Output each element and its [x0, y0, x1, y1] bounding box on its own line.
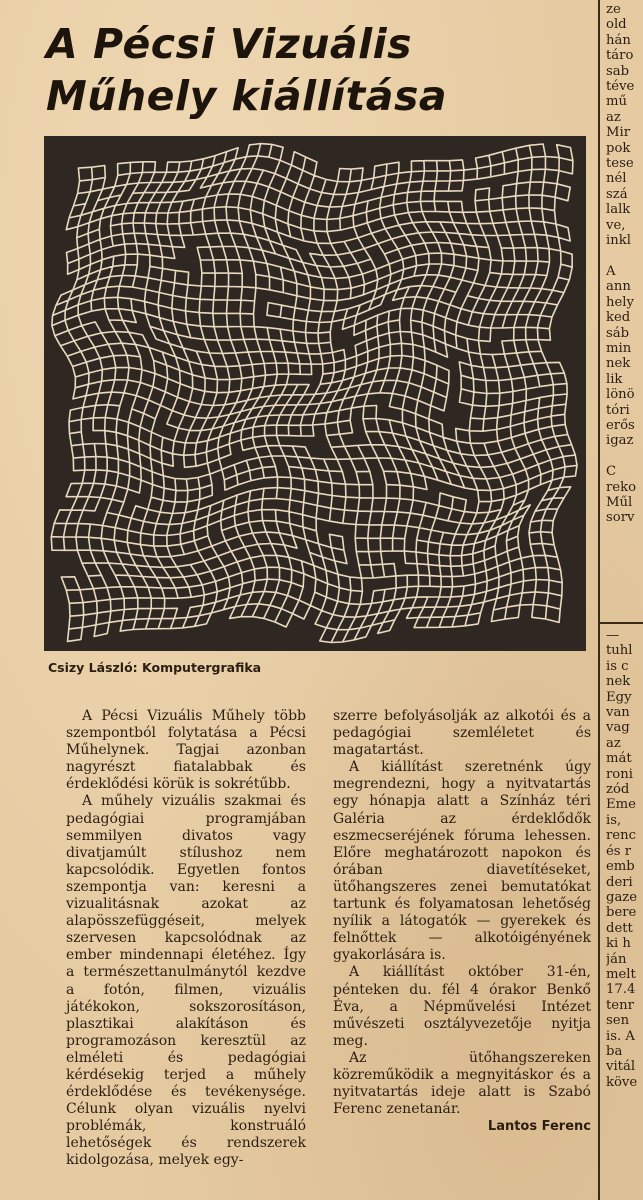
fragment-line: sab: [606, 63, 630, 79]
fragment-line: vag: [606, 720, 630, 736]
fragment-line: ba: [606, 1043, 623, 1059]
article-paragraph: A kiállítást szeretnénk úgy megrendezni, hogy a nyitvatartás egy hónapja alatt a Színház téri Galéria az érdeklődők eszmecseréjének fóruma lehessen. Előre meghatározott napokon és órában diavetítéseket, ütőhangszeres zenei bemutatókat tartunk és folyamatosan lehetőség nyílik a látogatók — gyerekek és felnőttek — alkotóigényének gyakorlására is.: [333, 759, 591, 964]
fragment-line: hely: [606, 294, 634, 310]
fragment-line: A: [606, 263, 616, 279]
fragment-line: tese: [606, 156, 634, 172]
fragment-line: Egy: [606, 689, 632, 705]
fragment-line: lönö: [606, 387, 635, 403]
article-paragraph: szerre befolyásolják az alkotói és a pedagógiai szemléletet és magatartást.: [333, 708, 591, 759]
fragment-line: [606, 249, 643, 264]
fragment-line: is,: [606, 812, 622, 828]
fragment-line: reko: [606, 479, 637, 495]
fragment-line: Mir: [606, 125, 631, 141]
fragment-line: köve: [606, 1074, 638, 1090]
fragment-line: dett: [606, 920, 633, 936]
fragment-line: lik: [606, 371, 623, 387]
fragment-line: deri: [606, 874, 633, 890]
fragment-line: ked: [606, 310, 631, 326]
headline-line-2: Műhely kiállítása: [46, 72, 448, 120]
fragment-line: ve,: [606, 217, 626, 233]
fragment-line: sáb: [606, 325, 630, 341]
adjacent-article-fragment-top: [606, 2, 643, 526]
fragment-line: erős: [606, 417, 635, 433]
fragment-line: van: [606, 705, 630, 721]
fragment-line: nek: [606, 356, 631, 372]
fragment-line: sorv: [606, 510, 635, 526]
fragment-line: szá: [606, 186, 628, 202]
fragment-line: melt: [606, 966, 636, 982]
fragment-line: min: [606, 340, 632, 356]
fragment-line: vitál: [606, 1059, 636, 1075]
fragment-line: —: [606, 628, 620, 643]
fragment-line: 17.4: [606, 982, 636, 998]
fragment-line: pok: [606, 140, 631, 156]
fragment-line: is c: [606, 658, 629, 674]
article-paragraph: A műhely vizuális szakmai és pedagógiai programjában semmilyen divatos vagy divatjamúlt stílushoz nem kapcsolódik. Egyetlen fontos szempontja van: keresni a vizualitásnak azokat az alapösszefüggéseit, melyek szervesen kapcsolódnak az ember mindennapi életéhez. Így a természettanulmánytól kezdve a fotón, filmen, vizuális játékokon, sokszorosításon, plasztikai alakításon és programozáson keresztül az elméleti és pedagógiai kérdésekig terjed a műhely érdeklődése és tevékenysége. Célunk olyan vizuális nyelvi problémák, konstruáló lehetőségek és rendszerek kidolgozása, melyek egy-: [66, 793, 306, 1169]
headline-line-1: A Pécsi Vizuális: [46, 20, 413, 68]
fragment-line: Eme: [606, 797, 636, 813]
column-divider: [598, 0, 600, 1200]
fragment-line: és r: [606, 843, 632, 859]
fragment-line: nek: [606, 674, 631, 690]
fragment-line: emb: [606, 859, 635, 875]
fragment-line: [606, 449, 643, 464]
fragment-line: gaze: [606, 889, 638, 905]
fragment-line: igaz: [606, 433, 634, 449]
fragment-line: Műl: [606, 495, 633, 510]
fragment-line: mát: [606, 751, 632, 767]
article-headline: [46, 18, 516, 122]
adjacent-article-fragment-bottom: [606, 628, 643, 1090]
section-divider: [600, 622, 643, 624]
fragment-line: lalk: [606, 202, 631, 218]
fragment-line: hán: [606, 32, 631, 48]
fragment-line: mű: [606, 94, 627, 110]
computer-graphic-illustration: [44, 136, 586, 651]
fragment-line: C: [606, 464, 617, 480]
warped-square-cells: [51, 144, 577, 643]
fragment-line: az: [606, 735, 621, 751]
fragment-line: roni: [606, 766, 633, 782]
article-paragraph: A Pécsi Vizuális Műhely több szempontból folytatása a Pécsi Műhelynek. Tagjai azonban nagyrészt fiatalabbak és érdeklődési körük is sokrétűbb.: [66, 708, 306, 793]
fragment-line: bere: [606, 905, 637, 921]
fragment-line: is. A: [606, 1028, 635, 1044]
author-signature: Lantos Ferenc: [487, 1119, 591, 1135]
fragment-line: nél: [606, 171, 627, 187]
fragment-line: tenr: [606, 997, 634, 1013]
fragment-line: renc: [606, 828, 636, 844]
figure-caption: Csizy László: Komputergrafika: [48, 660, 262, 675]
fragment-line: zód: [606, 782, 630, 798]
article-column-middle: [333, 708, 591, 1135]
article-paragraph: Az ütőhangszereken közreműködik a megnyitáskor és a nyitvatartás ideje alatt is Szabó Ferenc zenetanár.: [333, 1049, 591, 1118]
fragment-line: ze: [606, 2, 621, 17]
article-paragraph: A kiállítást október 31-én, pénteken du. fél 4 órakor Benkő Éva, a Népművelési Intézet művészeti osztályvezetője nyitja meg.: [333, 964, 591, 1049]
fragment-line: ján: [606, 951, 627, 967]
distorted-grid-artwork: [44, 136, 586, 651]
fragment-line: tóri: [606, 402, 630, 418]
fragment-line: téve: [606, 79, 635, 95]
fragment-line: inkl: [606, 233, 631, 249]
fragment-line: ki h: [606, 936, 631, 952]
fragment-line: ann: [606, 279, 631, 295]
fragment-line: táro: [606, 48, 634, 64]
fragment-line: sen: [606, 1013, 630, 1029]
fragment-line: az: [606, 109, 621, 125]
article-column-left: [66, 708, 306, 1170]
fragment-line: old: [606, 17, 627, 33]
fragment-line: tuhl: [606, 643, 633, 659]
